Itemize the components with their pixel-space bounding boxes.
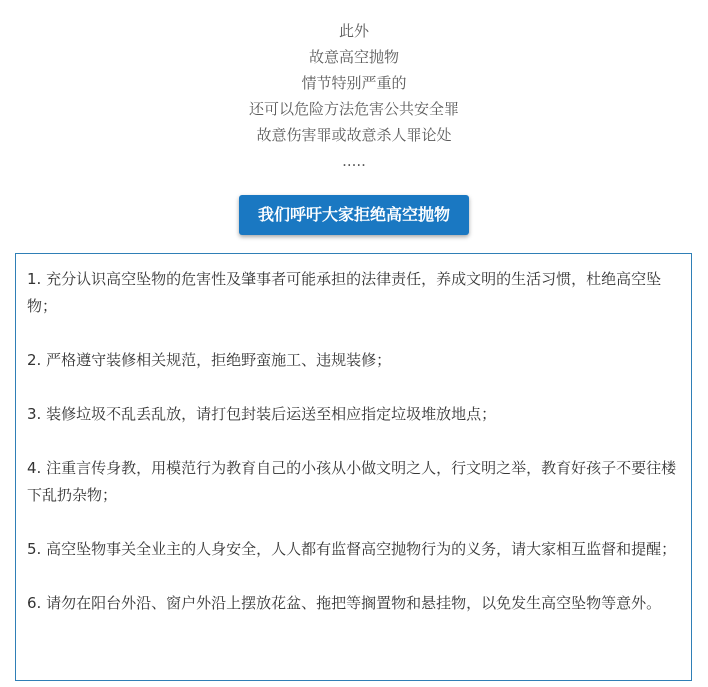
measure-item: 1. 充分认识高空坠物的危害性及肇事者可能承担的法律责任，养成文明的生活习惯，杜绝高空坠物； — [27, 270, 662, 315]
measure-item: 4. 注重言传身教，用模范行为教育自己的小孩从小做文明之人，行文明之举，教育好孩子不要往楼下乱扔杂物； — [27, 459, 677, 504]
intro-ellipsis: ..... — [342, 152, 366, 170]
appeal-banner: 我们呼吁大家拒绝高空抛物 — [239, 195, 469, 235]
intro-line: 此外 — [338, 22, 369, 40]
measure-item: 3. 装修垃圾不乱丢乱放，请打包封装后运送至相应指定垃圾堆放地点； — [27, 405, 497, 423]
intro-line: 还可以危险方法危害公共安全罪 — [248, 100, 459, 118]
banner-wrapper — [0, 195, 708, 239]
intro-line: 情节特别严重的 — [301, 74, 407, 92]
measure-item: 2. 严格遵守装修相关规范，拒绝野蛮施工、违规装修； — [27, 351, 392, 369]
measures-box — [15, 253, 692, 681]
intro-text-block — [0, 18, 708, 174]
measure-item: 5. 高空坠物事关全业主的人身安全，人人都有监督高空抛物行为的义务，请大家相互监督和提醒； — [27, 540, 677, 558]
intro-line: 故意高空抛物 — [308, 48, 399, 66]
measure-item: 6. 请勿在阳台外沿、窗户外沿上摆放花盆、拖把等搁置物和悬挂物，以免发生高空坠物等意外。 — [27, 594, 662, 612]
intro-line: 故意伤害罪或故意杀人罪论处 — [256, 126, 452, 144]
